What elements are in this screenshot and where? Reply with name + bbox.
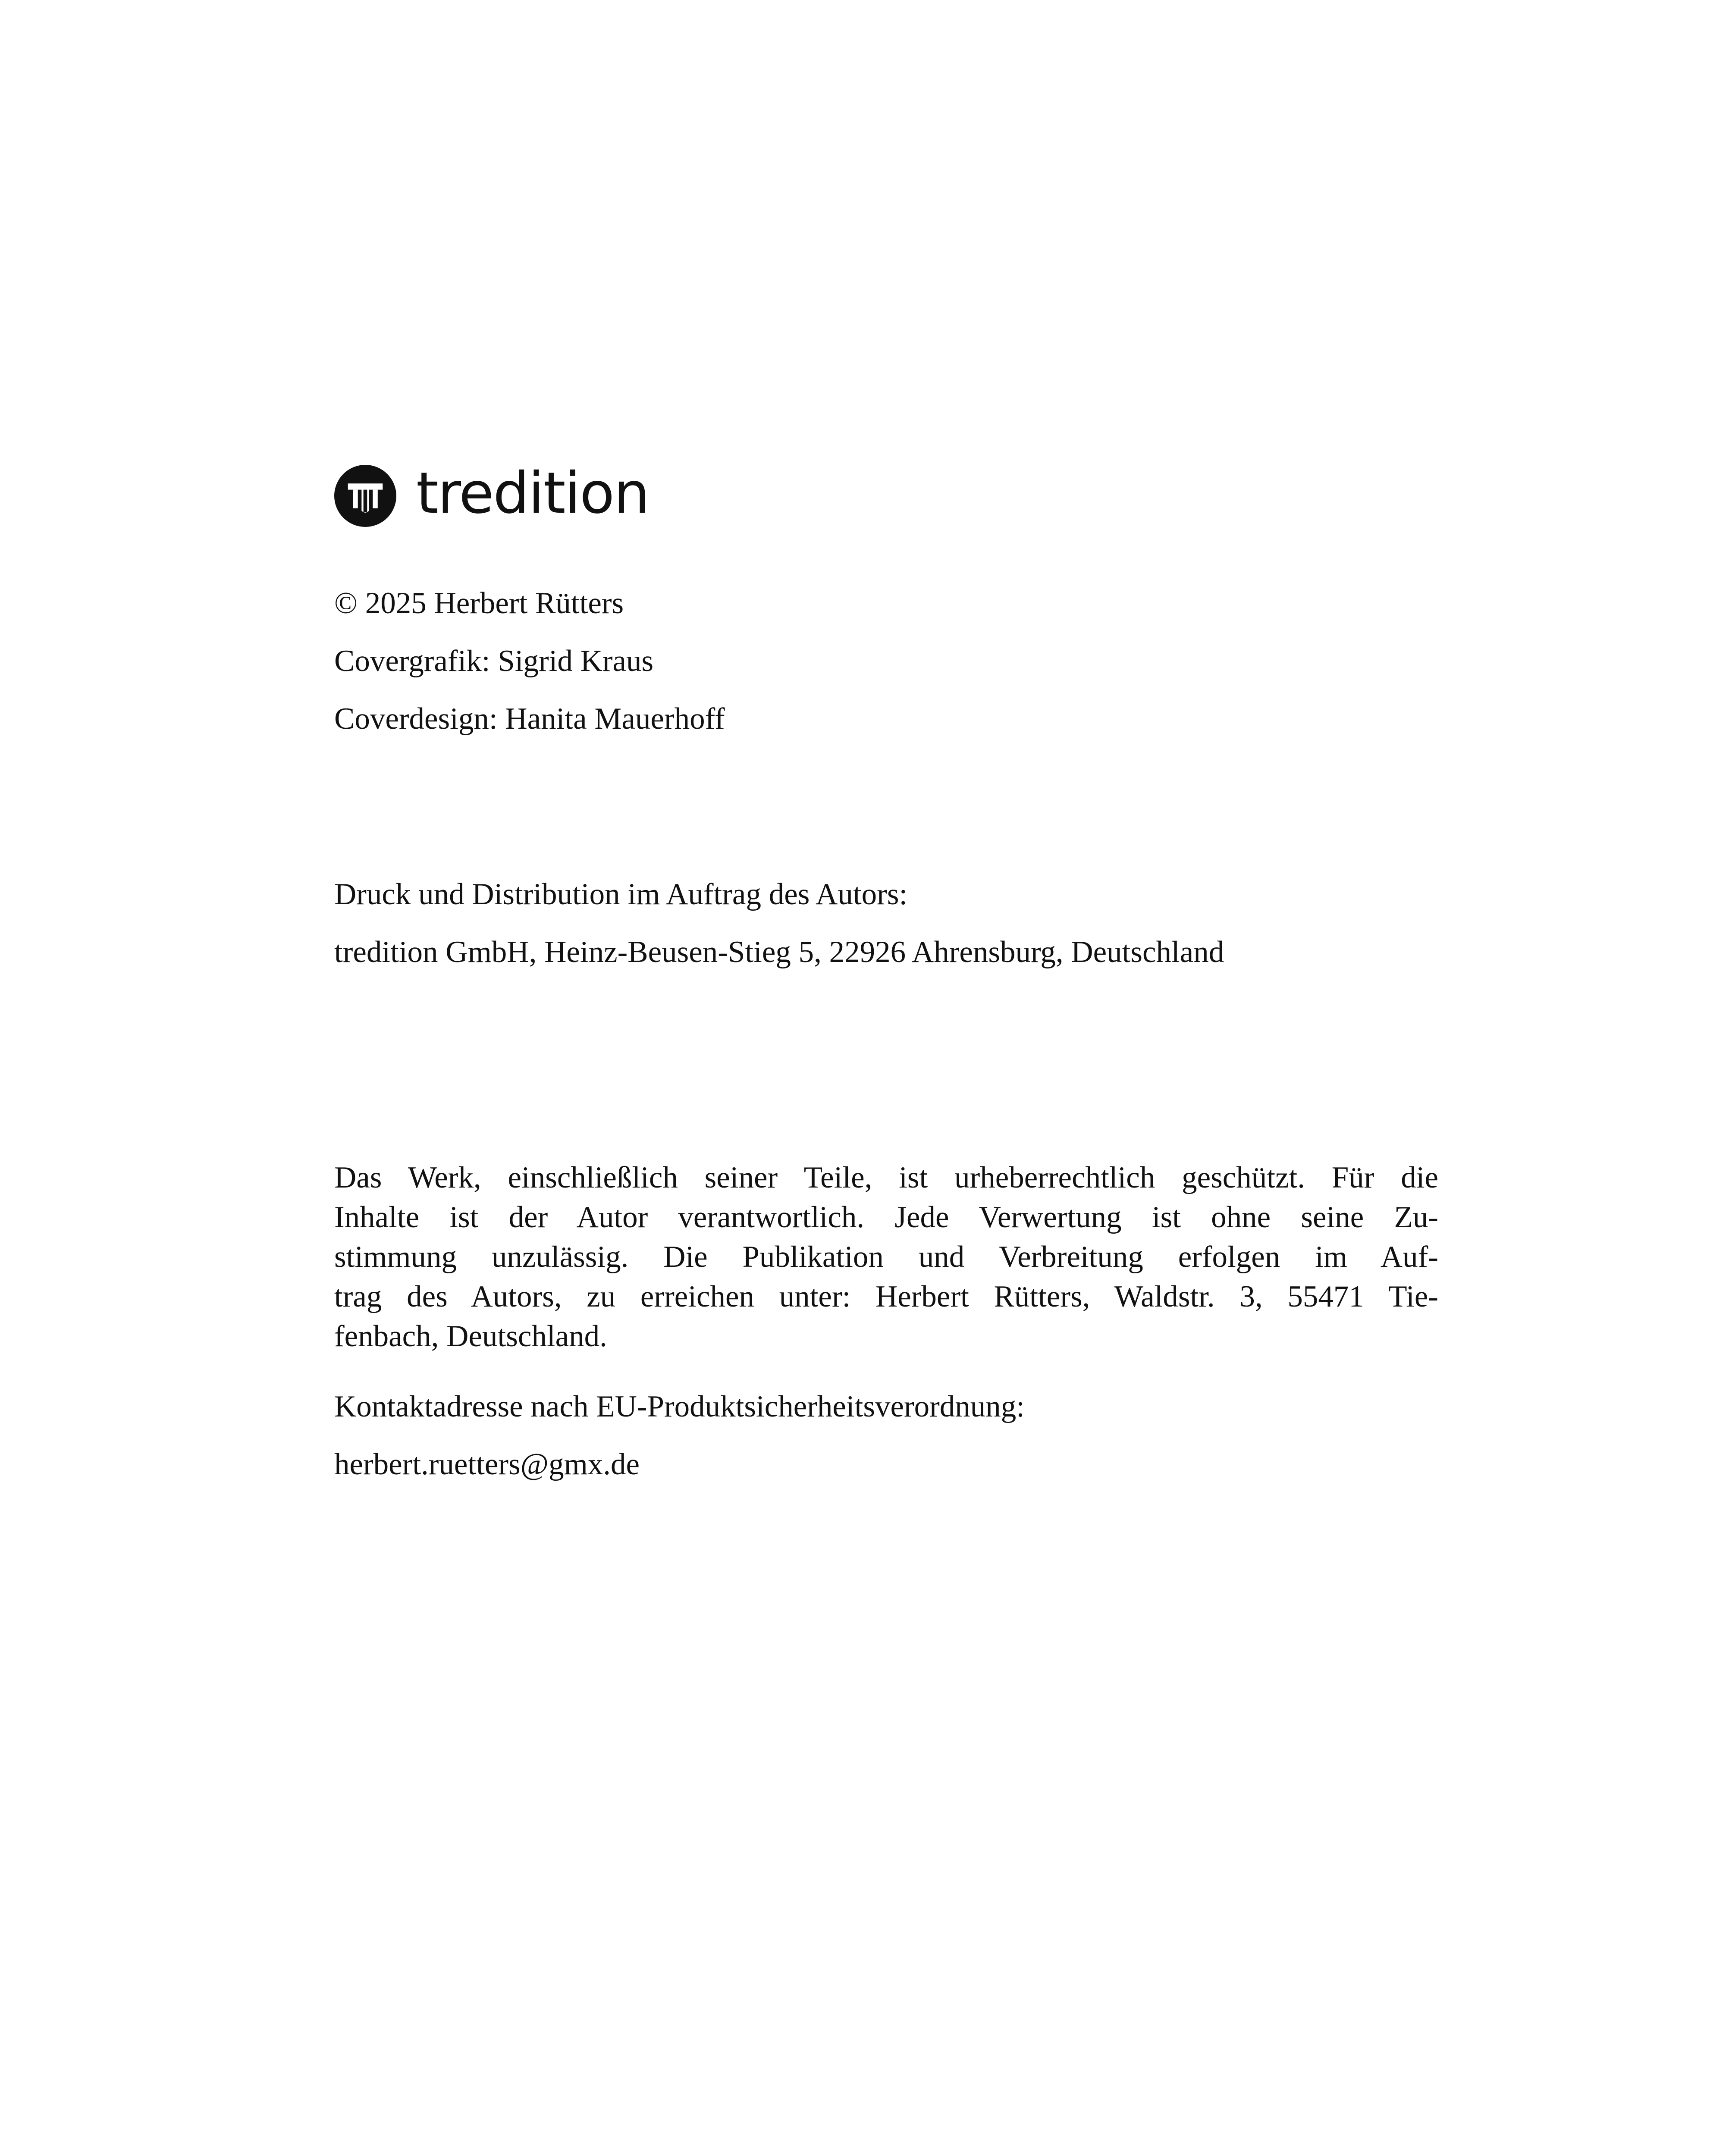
legal-notice (334, 1158, 1438, 1356)
publisher-wordmark: tredition (416, 460, 649, 526)
cover-graphic-line: Covergrafik: Sigrid Kraus (334, 644, 654, 678)
publisher-logo (334, 460, 649, 528)
copyright-line: © 2025 Herbert Rütters (334, 586, 624, 620)
contact-block (334, 1378, 1438, 1493)
legal-line: fenbach, Deutschland. (334, 1319, 607, 1353)
contact-email: herbert.ruetters@gmx.de (334, 1448, 640, 1481)
printing-label: Druck und Distribution im Auftrag des Autors: (334, 877, 908, 911)
legal-line: stimmung unzulässig. Die Publikation und Verbreitung erfolgen im Auf- (334, 1240, 1438, 1274)
contact-label: Kontaktadresse nach EU-Produktsicherheitsverordnung: (334, 1390, 1025, 1423)
printing-block (334, 865, 1438, 981)
legal-line: Das Werk, einschließlich seiner Teile, ist urheberrechtlich geschützt. Für die (334, 1161, 1438, 1194)
legal-line: Inhalte ist der Autor verantwortlich. Jede Verwertung ist ohne seine Zu- (334, 1200, 1438, 1234)
credits-block (334, 574, 1438, 748)
cover-design-line: Coverdesign: Hanita Mauerhoff (334, 702, 725, 736)
legal-line: trag des Autors, zu erreichen unter: Herbert Rütters, Waldstr. 3, 55471 Tie- (334, 1280, 1438, 1313)
printer-address: tredition GmbH, Heinz-Beusen-Stieg 5, 22926 Ahrensburg, Deutschland (334, 935, 1224, 969)
tredition-logo-icon (334, 465, 396, 527)
